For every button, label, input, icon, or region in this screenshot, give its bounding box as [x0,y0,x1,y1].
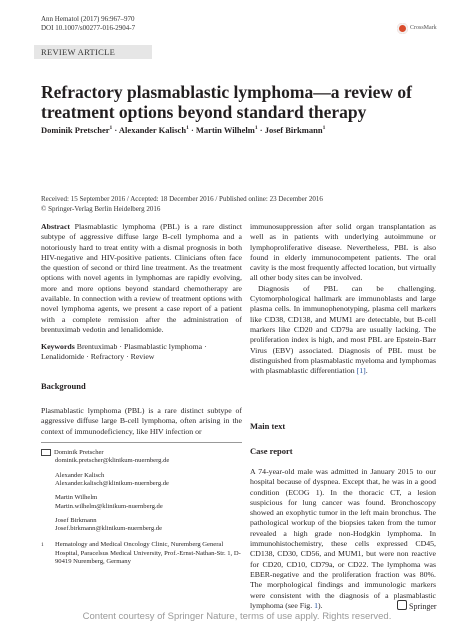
author-name[interactable]: Alexander Kalisch [118,125,187,135]
doi-line[interactable]: DOI 10.1007/s00277-016-2904-7 [41,24,136,32]
springer-logo [397,600,437,611]
keywords [41,342,242,363]
correspondence-block [41,449,242,566]
affiliation [41,541,242,566]
background-text [41,406,242,437]
author-affiliation: 1 [109,125,113,132]
contact-email[interactable]: dominik.pretscher@klinikum-nuernberg.de [55,457,170,465]
contact-email[interactable]: Josef.birkmann@klinikum-nuernberg.de [55,525,163,533]
contact-name: Josef Birkmann [55,516,97,524]
contact-name: Alexander Kalisch [55,471,105,479]
right-column [250,222,436,376]
abstract [41,222,242,335]
affiliation-number: 1 [41,542,44,549]
journal-citation [41,15,135,33]
author-name[interactable]: Josef Birkmann [264,125,323,135]
intro-paragraph: immunosuppression after solid organ transplantation as well as in patients with underlying autoimmune or lymphoproliferative disease. Nevertheless, PBL is also found in elderly immunocompetent patients. The oral cavity is the most frequently affected location, but virtually all other body sites can be involved. [250,222,436,283]
keywords-label: Keywords [41,342,75,351]
abstract-label: Abstract [41,222,71,231]
publication-dates [41,194,323,214]
reference-link[interactable]: [1] [356,366,366,376]
copyright-line: © Springer-Verlag Berlin Heidelberg 2016 [41,205,161,213]
case-report-heading: Case report [250,446,293,456]
background-heading: Background [41,381,86,391]
contact-name: Dominik Pretscher [54,449,104,457]
case-paragraph: A 74-year-old male was admitted in January 2015 to our hospital because of dyspnea. Except that, he was in a good condition (ECOG 1). In the thoracic CT, a lesion suspicious for lung cancer was found. Bronchoscopy showed an exophytic tumor in the left main bronchus. The pathological workup of the biopsies taken from the tumor revealed a high grade non-Hodgkin lymphoma. In immunohistochemistry, these cells expressed CD45, CD138, CD30, CD56, and MUM1, but were non reactive for CD20, CD10, CD79a, or CD22. The lymphoma was EBER-negative and the proliferation fraction was 80%. The morphological findings and immunologic markers were consistent with the diagnosis of a plasmablastic lymphoma (see Fig. 1). [250,467,436,610]
journal-line: Ann Hematol (2017) 96:967–970 [41,15,135,23]
contact-name: Martin Wilhelm [55,494,98,502]
affiliation-text: Hematology and Medical Oncology Clinic, Nuremberg General Hospital, Paracelsus Medical University, Prof.-Ernst-Nathan-Str. 1, D-90419 Nuremberg, Germany [55,541,241,565]
contact-email[interactable]: Martin.wilhelm@klinikum-nuernberg.de [55,502,163,510]
article-type: REVIEW ARTICLE [41,47,116,57]
author-name[interactable]: Martin Wilhelm [195,125,255,135]
article-title: Refractory plasmablastic lymphoma—a review of treatment options beyond standard therapy [41,82,413,122]
background-paragraph: Plasmablastic lymphoma (PBL) is a rare distinct subtype of aggressive diffuse large B-cell lymphoma, often arising in the context of immunodeficiency, like HIV infection or [41,406,242,436]
author-name[interactable]: Dominik Pretscher [41,125,110,135]
abstract-text: Plasmablastic lymphoma (PBL) is a rare distinct subtype of aggressive diffuse large B-cell lymphoma and a notoriously hard to treat entity with a dismal prognosis in both HIV-negative and HIV-positive patients. Clinicians often face the question of second or third line treatment. As the treatment options with novel agents in lymphomas are rapidly evolving, more and more options beyond standard chemotherapy are available. In connection with a review of treatment options with novel lymphoma agents, we present a case report of a patient with a complete remission after the administration of brentuximab vedotin and lenalidomide. [41,222,242,334]
springer-label: Springer [409,602,437,611]
author-list: Dominik Pretscher$^1$ · Alexander Kalisch$^1$ · Martin Wilhelm$^1$ · Josef Birkmann$^1$ [41,125,326,135]
crossmark-label[interactable]: CrossMark [410,25,437,31]
figure-link[interactable]: 1 [314,600,319,610]
envelope-icon [41,449,51,456]
diagnosis-paragraph: Diagnosis of PBL can be challenging. Cytomorphological hallmark are immunoblasts and large plasma cells. In immunophenotyping, plasma cell markers like CD38, CD138, and MUM1 are detectable, but B-cell markers like CD20 and CD79a are usually lacking. The proliferation index is high, and most PBL are Epstein-Barr Virus (EBV) associated. Diagnosis of PBL must be distinguished from plasmablastic myeloma and lymphomas with plasmablastic differentiation [1]. [250,283,436,376]
case-report-text [250,467,436,611]
footnote-divider [41,442,242,443]
crossmark-icon[interactable] [397,23,408,34]
history-line: Received: 15 September 2016 / Accepted: 18 December 2016 / Published online: 23 December 2016 [41,195,323,203]
keywords-text: Brentuximab · Plasmablastic lymphoma · Lenalidomide · Refractory · Review [41,342,207,362]
author-affiliation: 1 [254,125,258,132]
author-affiliation: 1 [186,125,189,132]
author-affiliation: 1 [322,125,326,132]
main-text-heading: Main text [250,421,286,431]
courtesy-notice: Content courtesy of Springer Nature, terms of use apply. Rights reserved. [82,611,392,622]
springer-horse-icon [397,600,407,610]
contact-email[interactable]: Alexander.kalisch@klinikum-nuernberg.de [55,479,169,487]
